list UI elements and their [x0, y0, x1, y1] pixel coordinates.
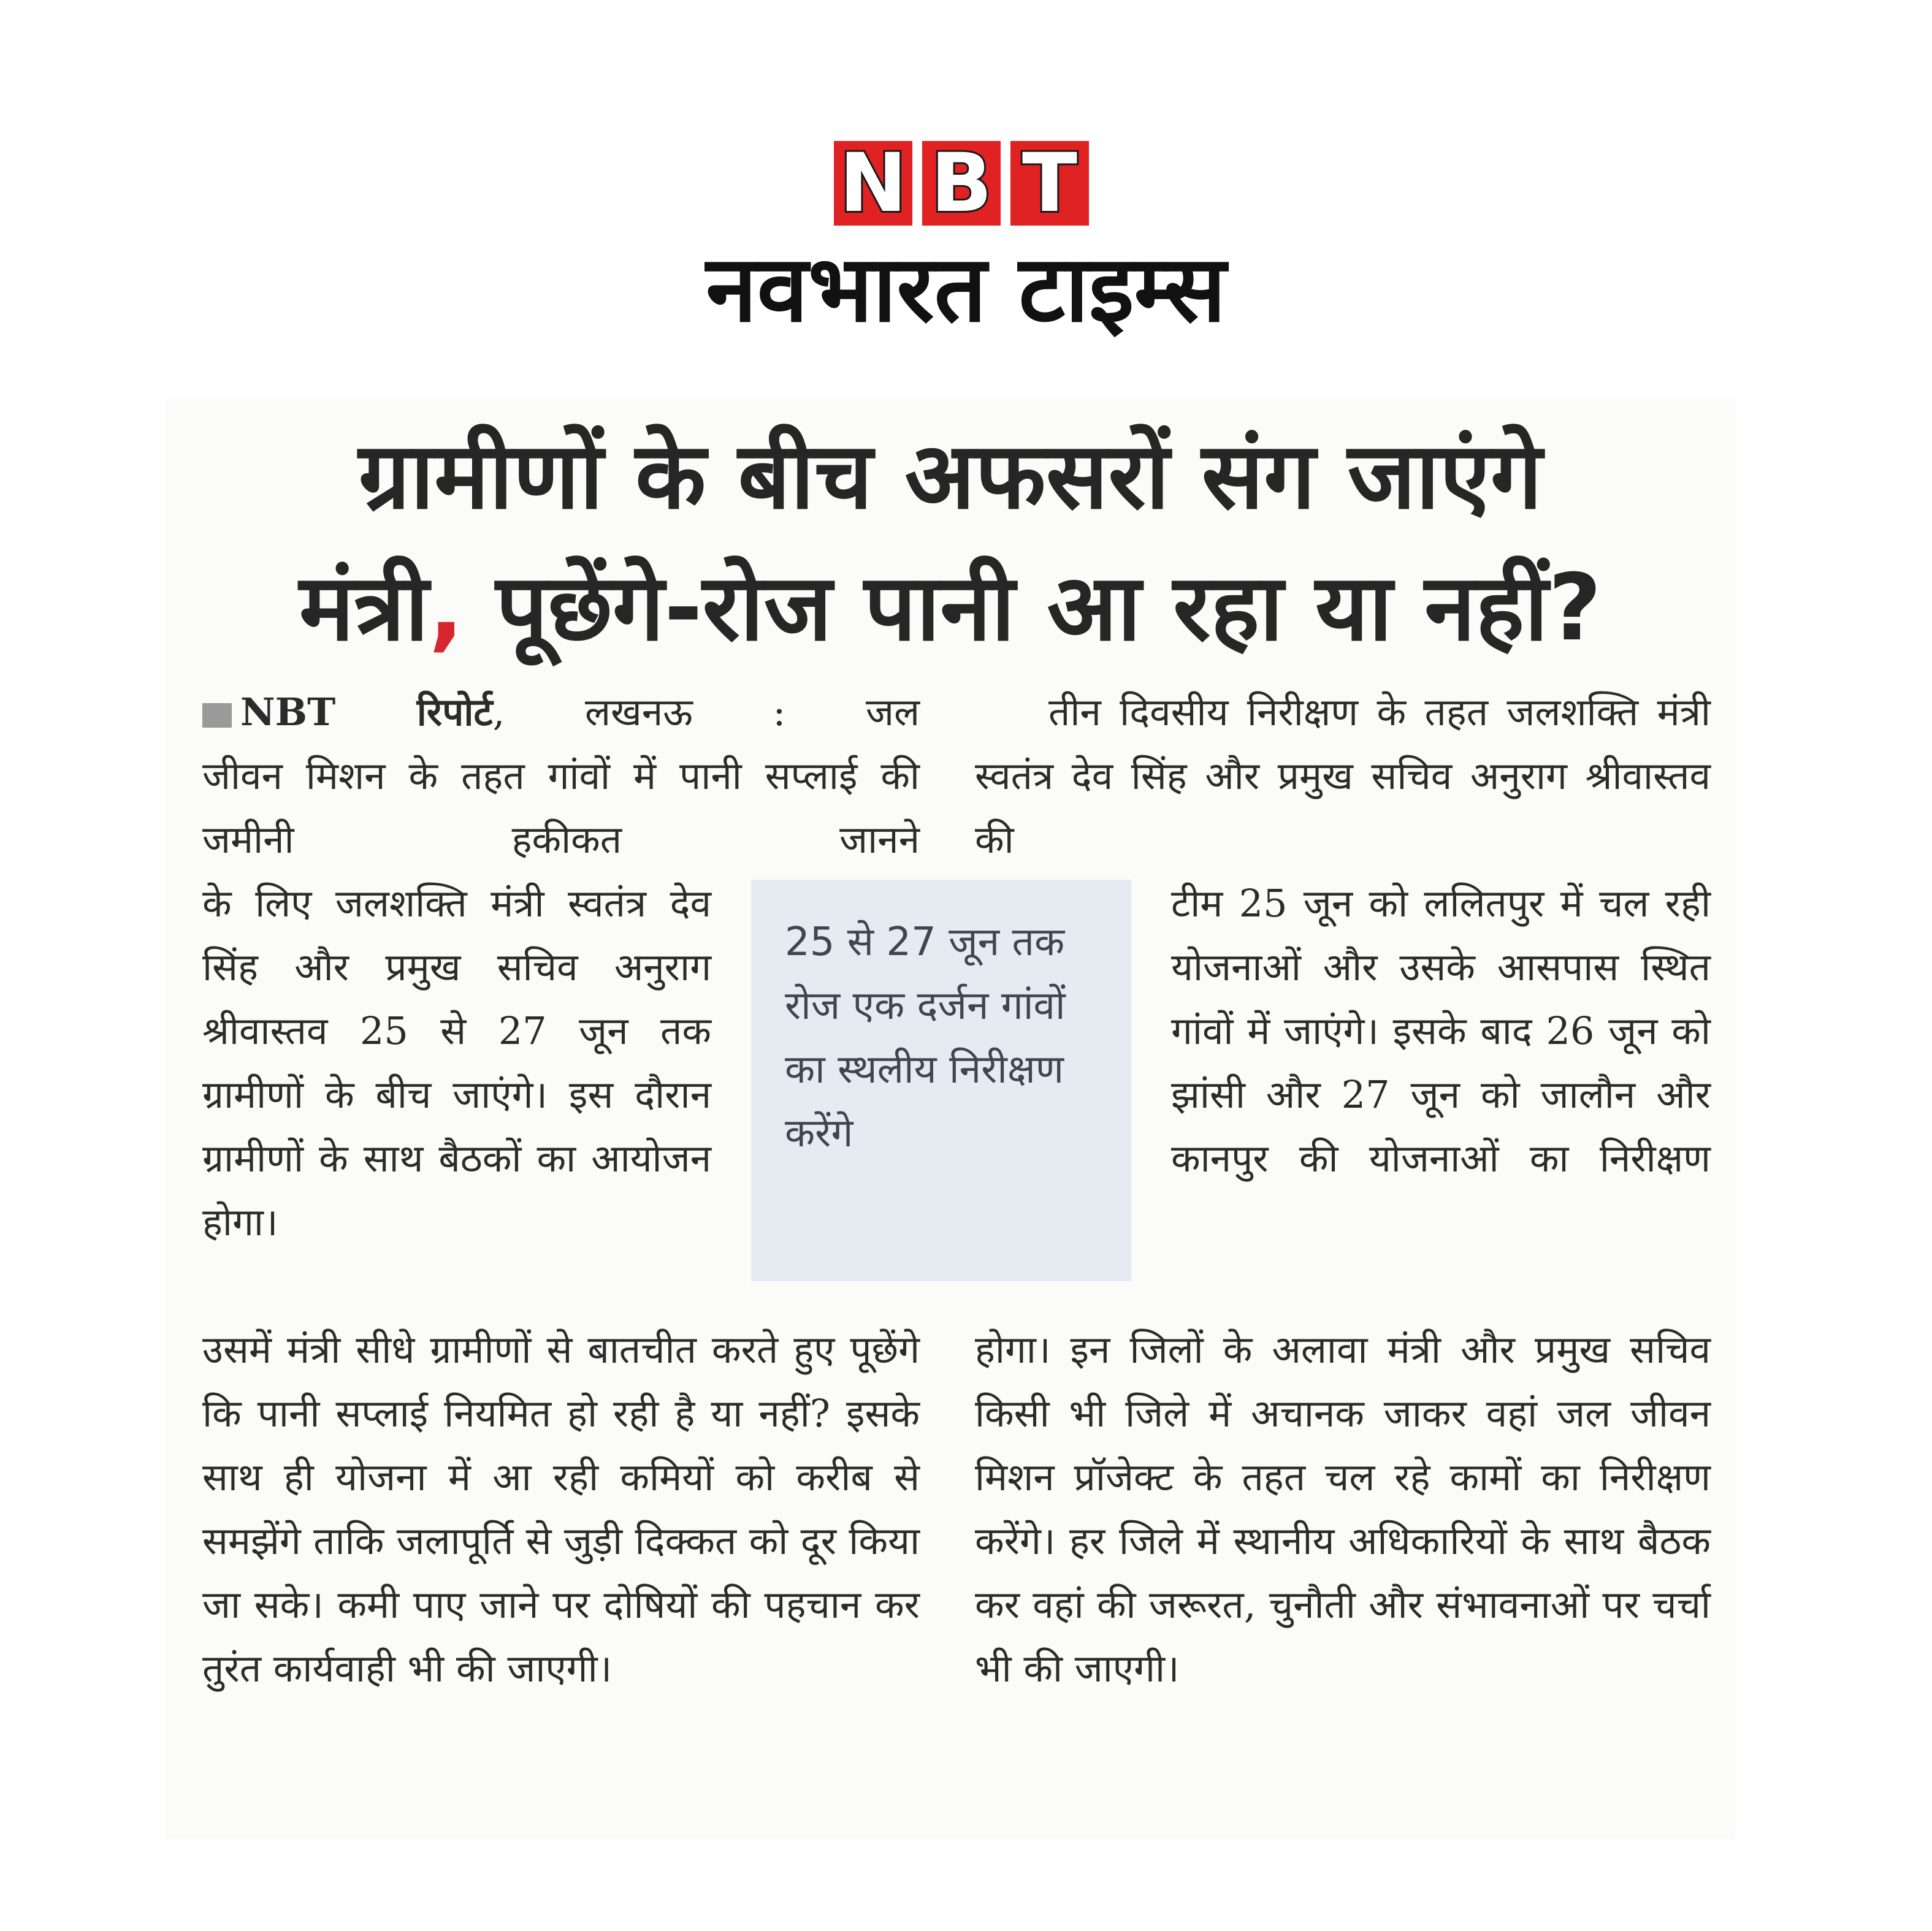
newspaper-title: नवभारत टाइम्स: [706, 236, 1226, 343]
byline-name: NBT रिपोर्ट: [240, 690, 493, 734]
headline-line-1: ग्रामीणों के बीच अफसरों संग जाएंगे: [358, 423, 1543, 530]
pull-quote-box: [751, 880, 1131, 1281]
headline-word-mantri: मंत्री: [299, 555, 429, 661]
headline-line-2-rest: पूछेंगे-रोज पानी आ रहा या नहीं?: [464, 555, 1602, 661]
logo-letter-t: T: [1010, 141, 1089, 226]
body-right-bottom-text: होगा। इन जिलों के अलावा मंत्री और प्रमुख सचिव किसी भी जिले में अचानक जाकर वहां जल जीवन मिशन प्रॉजेक्ट के तहत चल रहे कामों का निरीक्षण करेंगे। हर जिले में स्थानीय अधिकारियों के साथ बैठक कर वहां की जरूरत, चुनौती और संभावनाओं पर चर्चा भी की जाएगी।: [975, 1327, 1711, 1691]
body-right-mid-text: टीम 25 जून को ललितपुर में चल रही योजनाओं और उसके आसपास स्थित गांवों में जाएंगे। इसके बाद 26 जून को झांसी और 27 जून को जालौन और कानपुर की योजनाओं का निरीक्षण: [1171, 881, 1711, 1181]
byline-place: , लखनऊ : जल: [492, 690, 920, 734]
body-left-bottom-text: उसमें मंत्री सीधे ग्रामीणों से बातचीत करते हुए पूछेंगे कि पानी सप्लाई नियमित हो रही है या नहीं? इसके साथ ही योजना में आ रही कमियों को करीब से समझेंगे ताकि जलापूर्ति से जुड़ी दिक्कत को दूर किया जा सके। कमी पाए जाने पर दोषियों की पहचान कर तुरंत कार्यवाही भी की जाएगी।: [202, 1327, 920, 1691]
headline: [166, 411, 1735, 674]
byline: [202, 680, 920, 744]
body-left-mid-text: के लिए जलशक्ति मंत्री स्वतंत्र देव सिंह और प्रमुख सचिव अनुराग श्रीवास्तव 25 से 27 जून तक ग्रामीणों के बीच जाएंगे। इस दौरान ग्रामीणों के साथ बैठकों का आयोजन होगा।: [202, 881, 711, 1244]
logo-letter-n: N: [834, 141, 912, 226]
body-right-mid: [1171, 872, 1711, 1190]
body-left-top: [202, 680, 920, 872]
masthead: [0, 136, 1932, 374]
headline-line-2: [166, 543, 1735, 674]
body-left-top-text: जीवन मिशन के तहत गांवों में पानी सप्लाई की जमीनी हकीकत जानने: [202, 753, 920, 862]
byline-square-icon: [202, 703, 232, 728]
body-right-top: [975, 680, 1711, 872]
news-clipping: [166, 398, 1735, 1839]
body-right-bottom: [975, 1318, 1711, 1701]
nbt-logo: [834, 136, 1089, 230]
logo-letter-b: B: [922, 141, 1001, 226]
body-left-bottom: [202, 1318, 920, 1701]
body-right-top-text: तीन दिवसीय निरीक्षण के तहत जलशक्ति मंत्री स्वतंत्र देव सिंह और प्रमुख सचिव अनुराग श्रीवास्तव की: [975, 690, 1711, 862]
body-left-mid: [202, 872, 711, 1254]
pull-quote-text: 25 से 27 जून तक रोज एक दर्जन गांवों का स्थलीय निरीक्षण करेंगे: [785, 920, 1066, 1156]
headline-red-comma: ,: [429, 555, 464, 661]
